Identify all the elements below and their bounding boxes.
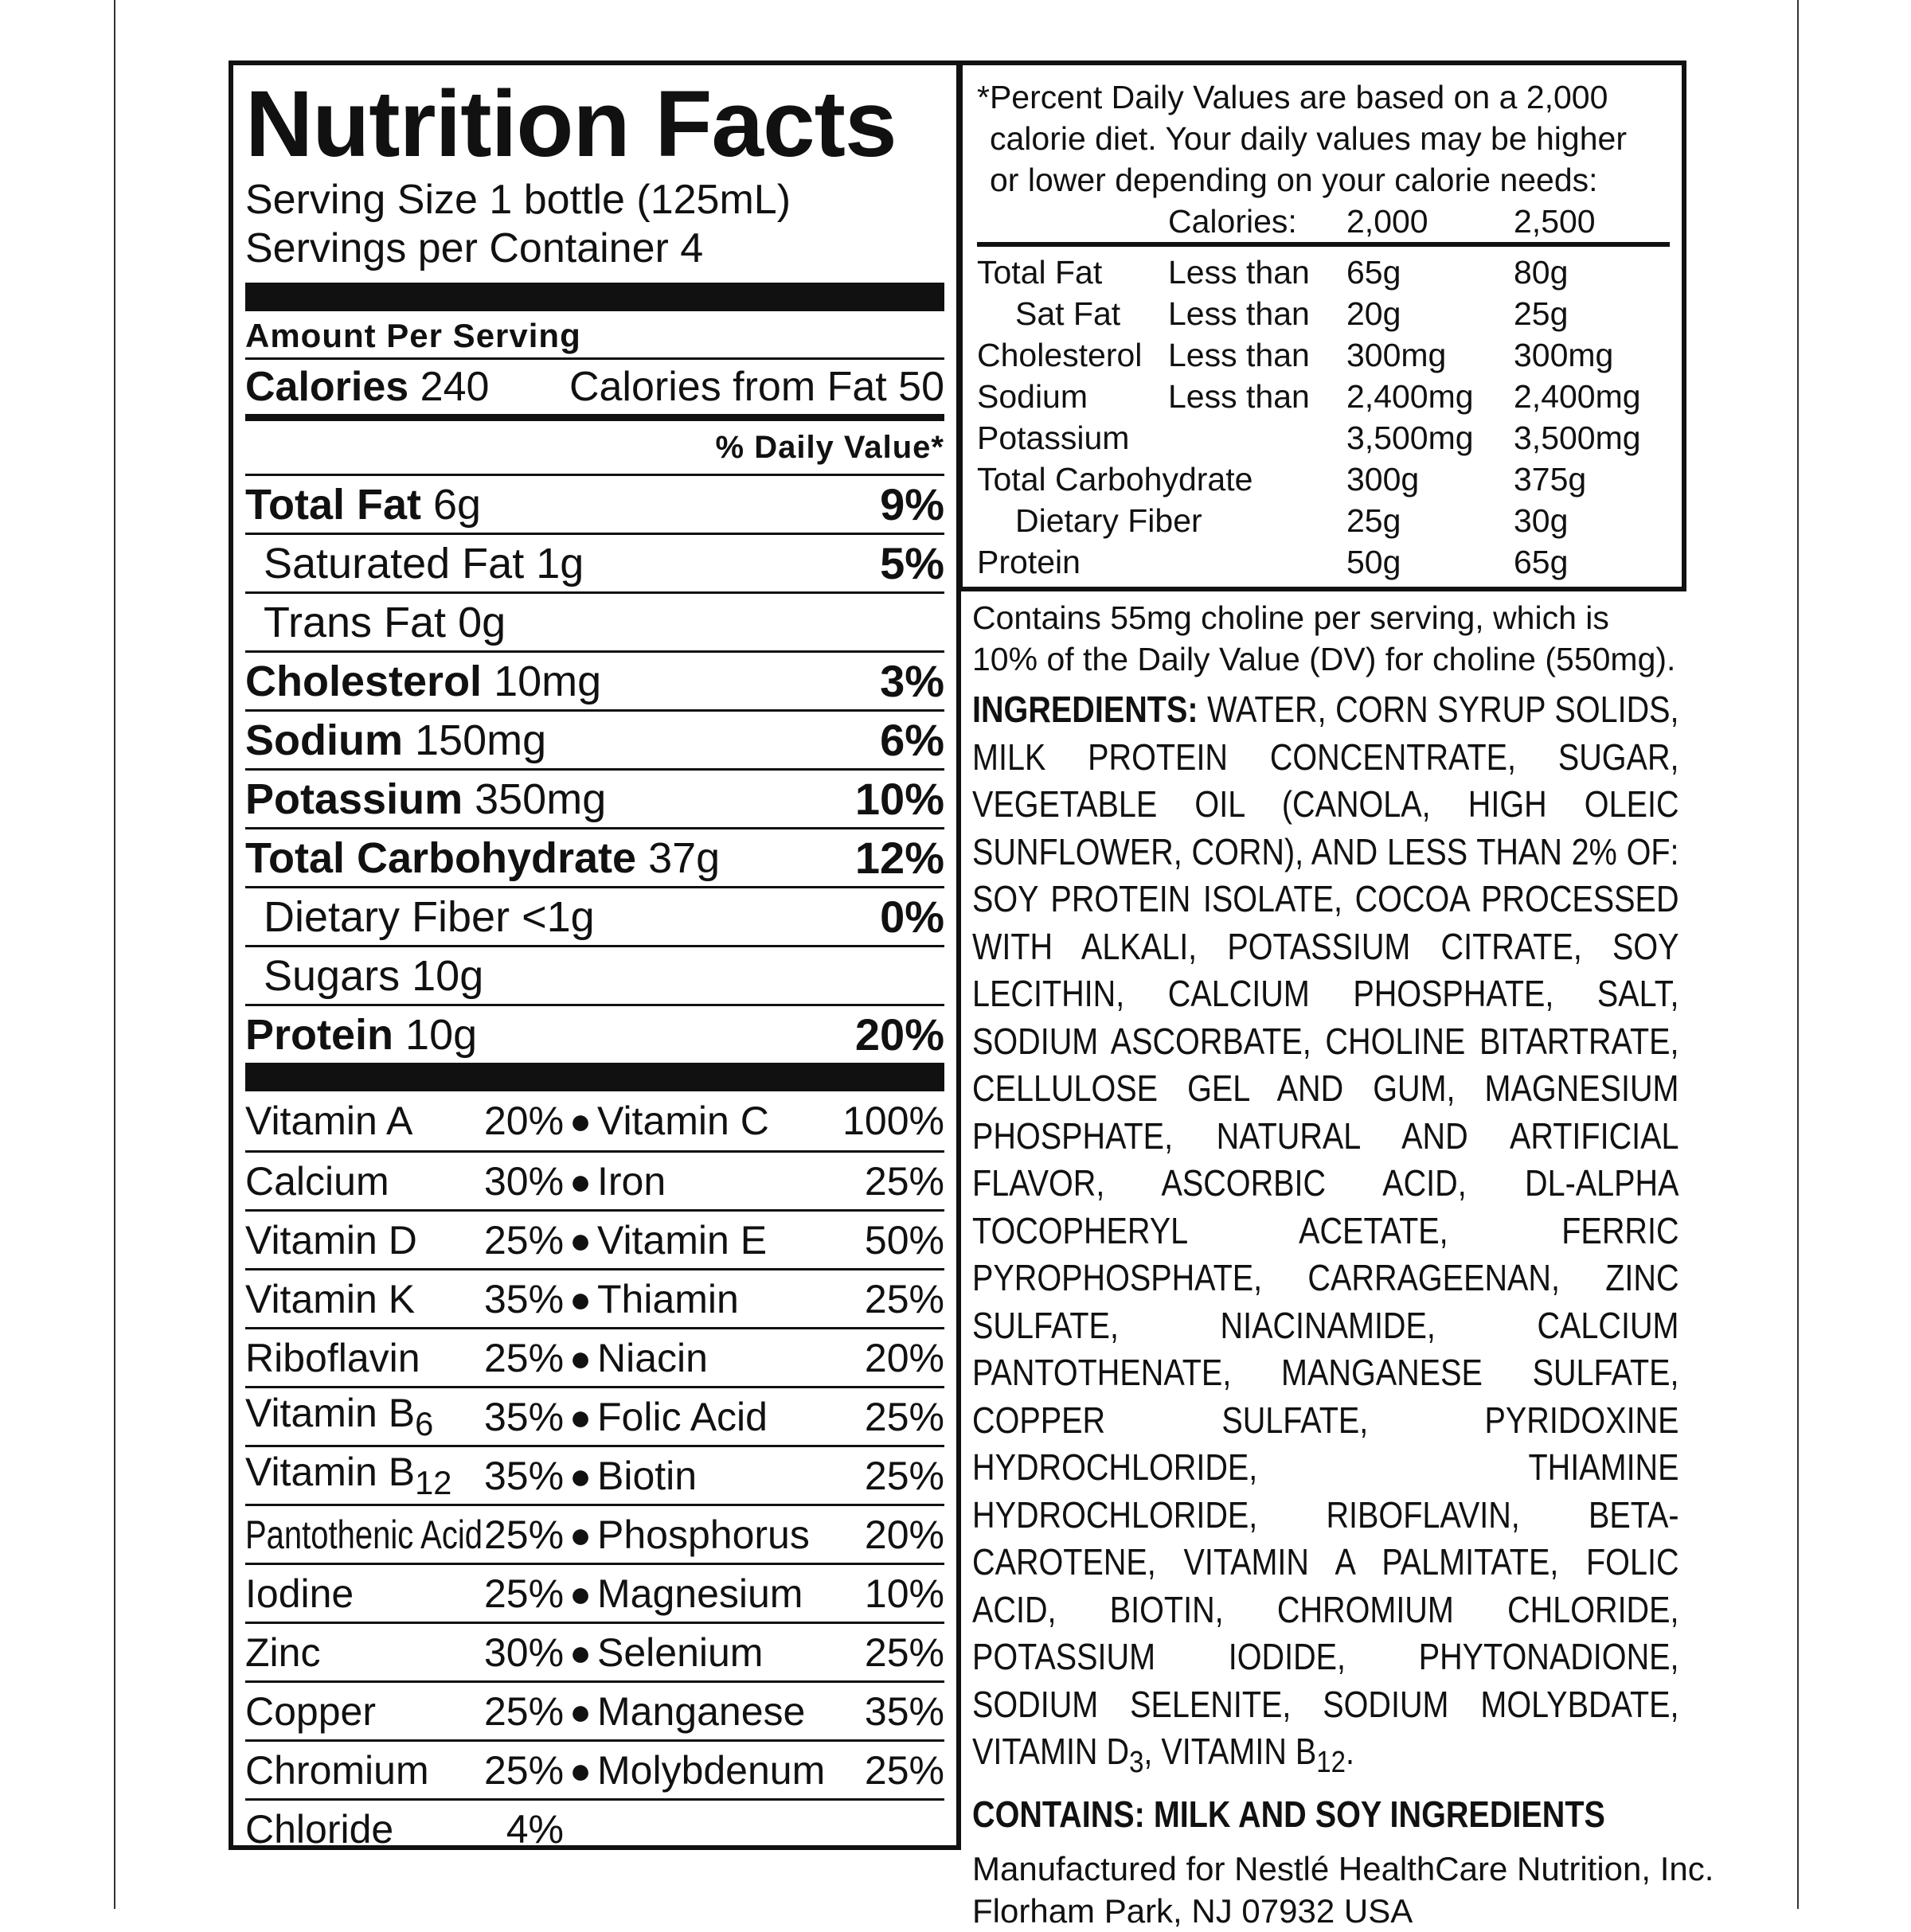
vitamin-name: Folic Acid [597, 1394, 768, 1439]
vitamin-name: Zinc [245, 1630, 321, 1675]
vitamin-name: Calcium [245, 1158, 389, 1204]
dv-table-row: Cholesterol Less than 300mg 300mg [977, 337, 1614, 373]
choline-note: Contains 55mg choline per serving, which is 10% of the Daily Value (DV) for choline (550mg). [972, 599, 1676, 677]
bullet-icon: ● [569, 1749, 592, 1791]
medium-divider [245, 414, 944, 421]
bullet-icon: ● [569, 1690, 592, 1732]
vitamin-percent: 25% [484, 1335, 565, 1380]
vitamin-name: Molybdenum [597, 1747, 826, 1793]
bullet-icon: ● [569, 1100, 592, 1142]
nutrient-row [245, 709, 944, 768]
calories-row [245, 360, 944, 414]
vitamin-row [245, 1150, 944, 1209]
vitamin-name: Niacin [597, 1335, 708, 1380]
vitamin-percent: 25% [864, 1747, 944, 1793]
serving-size: Serving Size 1 bottle (125mL) [245, 177, 791, 223]
nutrient-daily-value: 6% [880, 715, 944, 765]
vitamin-percent: 20% [864, 1335, 944, 1380]
nutrient-name: Total Carbohydrate [245, 833, 637, 882]
vitamin-percent: 25% [484, 1688, 565, 1734]
ingredients-label: INGREDIENTS: [972, 689, 1198, 730]
vitamin-name: Magnesium [597, 1571, 803, 1616]
daily-values-table [959, 60, 1686, 591]
nutrient-daily-value: 0% [880, 892, 944, 942]
bullet-icon: ● [569, 1160, 592, 1202]
bullet-icon: ● [569, 1513, 592, 1555]
thick-divider [245, 1063, 944, 1091]
vitamin-name: Thiamin [597, 1276, 739, 1321]
calories-value: 240 [420, 364, 490, 410]
vitamin-percent: 25% [484, 1217, 565, 1263]
vitamin-name: Vitamin $B_6$ [245, 1391, 434, 1442]
dv-footnote: *Percent Daily Values are based on a 2,000 calorie diet. Your daily values may be higher or lower depending on your calorie needs: [977, 79, 1627, 198]
vitamin-percent: 50% [864, 1217, 944, 1263]
nutrient-row [245, 1004, 944, 1063]
nutrient-row [245, 768, 944, 827]
nutrient-daily-value: 20% [854, 1009, 944, 1060]
bullet-icon: ● [569, 1219, 592, 1261]
vitamin-name: Iron [597, 1158, 666, 1204]
nutrient-name: Cholesterol [245, 657, 483, 705]
vitamin-name: Vitamin E [597, 1217, 768, 1263]
vitamin-name: Pantothenic Acid [245, 1512, 483, 1557]
nutrient-name: Saturated Fat [264, 539, 525, 587]
bullet-icon: ● [569, 1631, 592, 1673]
vitamin-row [245, 1622, 944, 1680]
nutrient-daily-value: 9% [880, 479, 944, 529]
vitamin-row [245, 1445, 944, 1504]
vitamin-row [245, 1091, 944, 1150]
nutrition-facts-title: Nutrition Facts [245, 72, 897, 177]
servings-per-container: Servings per Container 4 [245, 225, 704, 271]
vitamin-row [245, 1680, 944, 1739]
dv-table-row: Total Carbohydrate 300g 375g [977, 461, 1587, 498]
vitamin-name: Copper [245, 1688, 376, 1734]
vitamin-name: Vitamin C [597, 1099, 769, 1143]
nutrient-amount: 150mg [415, 716, 547, 764]
nutrient-amount: 1g [536, 539, 584, 587]
vitamin-row [245, 1739, 944, 1798]
dv-table-row: Protein 50g 65g [977, 544, 1569, 580]
nutrient-amount: <1g [522, 892, 595, 941]
dv-table-rule [977, 242, 1670, 247]
nutrient-amount: 0g [458, 598, 506, 646]
dv-table-row: Potassium 3,500mg 3,500mg [977, 420, 1641, 456]
nutrient-row [245, 591, 944, 650]
dv-table-row: Sodium Less than 2,400mg 2,400mg [977, 378, 1641, 415]
vitamin-percent: 35% [484, 1394, 565, 1439]
vitamin-row [245, 1268, 944, 1327]
thick-divider [245, 283, 944, 311]
vitamin-percent: 35% [864, 1688, 944, 1734]
vitamin-row [245, 1563, 944, 1622]
bullet-icon: ● [569, 1572, 592, 1614]
label-text-column [972, 597, 1714, 1932]
vitamin-row [245, 1504, 944, 1563]
dv-table-row: Sat Fat Less than 20g 25g [1015, 295, 1569, 332]
vitamin-row [245, 1327, 944, 1386]
bullet-icon: ● [569, 1454, 592, 1497]
dv-table-header: Calories: 2,000 2,500 [1168, 203, 1596, 240]
nutrient-amount: 10g [412, 951, 484, 1000]
nutrient-name: Sugars [264, 951, 401, 1000]
vitamin-name: Vitamin A [245, 1099, 413, 1143]
dv-table-body [977, 252, 1671, 583]
nutrient-daily-value: 10% [854, 774, 944, 824]
nutrient-row [245, 827, 944, 886]
nutrient-row [245, 945, 944, 1004]
allergen-statement: CONTAINS: MILK AND SOY INGREDIENTS [972, 1793, 1605, 1835]
nutrient-amount: 350mg [475, 775, 607, 823]
nutrient-amount: 6g [433, 480, 482, 529]
ingredients-text: WATER, CORN SYRUP SOLIDS, MILK PROTEIN CONCENTRATE, SUGAR, VEGETABLE OIL (CANOLA, HIGH OLEIC SUNFLOWER, CORN), AND LESS THAN 2% OF: SOY PROTEIN ISOLATE, COCOA PROCESSED WITH ALKALI, POTASSIUM CITRATE, SOY LECITHIN, CALCIUM PHOSPHATE, SALT, SODIUM ASCORBATE, CHOLINE BITARTRATE, CELLULOSE GEL AND GUM, MAGNESIUM PHOSPHATE, NATURAL AND ARTIFICIAL FLAVOR, ASCORBIC ACID, DL-ALPHA TOCOPHERYL ACETATE, FERRIC PYROPHOSPHATE, CARRAGEENAN, ZINC SULFATE, NIACINAMIDE, CALCIUM PANTOTHENATE, MANGANESE SULFATE, COPPER SULFATE, PYRIDOXINE HYDROCHLORIDE, THIAMINE HYDROCHLORIDE, RIBOFLAVIN, BETA-CAROTENE, VITAMIN A PALMITATE, FOLIC ACID, BIOTIN, CHROMIUM CHLORIDE, POTASSIUM IODIDE, PHYTONADIONE, SODIUM SELENITE, SODIUM MOLYBDATE, VITAMIN D [972, 689, 1679, 1772]
vitamin-percent: 25% [864, 1276, 944, 1321]
dv-table-row: Dietary Fiber 25g 30g [1015, 502, 1569, 539]
vitamin-percent: 4% [506, 1806, 564, 1852]
nutrient-name: Trans Fat [264, 598, 447, 646]
nutrient-name: Total Fat [245, 480, 421, 529]
manufacturer-info: Manufactured for Nestlé HealthCare Nutrition, Inc. Florham Park, NJ 07932 USA [972, 1849, 1714, 1930]
vitamin-percent: 25% [484, 1571, 565, 1616]
nutrient-list [245, 476, 944, 1063]
vitamin-row [245, 1798, 944, 1857]
nutrient-name: Dietary Fiber [264, 892, 510, 941]
vitamin-percent: 25% [484, 1512, 565, 1557]
nutrient-row [245, 886, 944, 945]
vitamin-list [245, 1091, 944, 1857]
bullet-icon: ● [569, 1337, 592, 1379]
calories-from-fat: Calories from Fat 50 [569, 364, 944, 410]
dv-table-row: Total Fat Less than 65g 80g [977, 254, 1569, 291]
vitamin-name: Chromium [245, 1747, 429, 1793]
vitamin-percent: 25% [484, 1747, 565, 1793]
vitamin-percent: 25% [864, 1453, 944, 1498]
nutrition-facts-panel [229, 60, 961, 1850]
vitamin-name: Manganese [597, 1688, 806, 1734]
bullet-icon: ● [569, 1395, 592, 1438]
vitamin-name: Biotin [597, 1453, 698, 1498]
vitamin-row [245, 1386, 944, 1445]
vitamin-percent: 30% [484, 1630, 565, 1675]
vitamin-name: Vitamin D [245, 1217, 417, 1263]
nutrient-row [245, 650, 944, 709]
nutrient-amount: 10mg [494, 657, 602, 705]
vitamin-percent: 10% [864, 1571, 944, 1616]
vitamin-percent: 30% [484, 1158, 565, 1204]
vitamin-percent: 100% [842, 1099, 944, 1143]
vitamin-percent: 35% [484, 1276, 565, 1321]
vitamin-name: Vitamin K [245, 1276, 416, 1321]
nutrient-daily-value: 12% [854, 833, 944, 883]
daily-value-header: % Daily Value* [715, 429, 944, 465]
nutrient-name: Sodium [245, 716, 403, 764]
vitamin-percent: 35% [484, 1453, 565, 1498]
nutrient-amount: 37g [648, 833, 721, 882]
vitamin-row [245, 1209, 944, 1268]
vitamin-percent: 25% [864, 1158, 944, 1204]
amount-per-serving: Amount Per Serving [245, 317, 581, 354]
nutrient-daily-value: 3% [880, 656, 944, 706]
vitamin-percent: 25% [864, 1394, 944, 1439]
vitamin-name: Iodine [245, 1571, 354, 1616]
ingredients: INGREDIENTS: WATER, CORN SYRUP SOLIDS, MILK PROTEIN CONCENTRATE, SUGAR, VEGETABLE OIL (CANOLA, HIGH OLEIC SUNFLOWER, CORN), AND LESS THAN 2% OF: SOY PROTEIN ISOLATE, COCOA PROCESSED WITH ALKALI, POTASSIUM CITRATE, SOY LECITHIN, CALCIUM PHOSPHATE, SALT, SODIUM ASCORBATE, CHOLINE BITARTRATE, CELLULOSE GEL AND GUM, MAGNESIUM PHOSPHATE, NATURAL AND ARTIFICIAL FLAVOR, ASCORBIC ACID, DL-ALPHA TOCOPHERYL ACETATE, FERRIC PYROPHOSPHATE, CARRAGEENAN, ZINC SULFATE, NIACINAMIDE, CALCIUM PANTOTHENATE, MANGANESE SULFATE, COPPER SULFATE, PYRIDOXINE HYDROCHLORIDE, THIAMINE HYDROCHLORIDE, RIBOFLAVIN, BETA-CAROTENE, VITAMIN A PALMITATE, FOLIC ACID, BIOTIN, CHROMIUM CHLORIDE, POTASSIUM IODIDE, PHYTONADIONE, SODIUM SELENITE, SODIUM MOLYBDATE, VITAMIN $D_3$, VITAMIN $B_{12}$. [972, 689, 1679, 1780]
nutrient-name: Protein [245, 1010, 394, 1059]
vitamin-name: Vitamin $B_{12}$ [245, 1450, 452, 1501]
bullet-icon: ● [569, 1278, 592, 1320]
nutrient-amount: 10g [405, 1010, 478, 1059]
nutrient-row [245, 476, 944, 533]
vitamin-percent: 20% [484, 1099, 565, 1143]
vitamin-name: Chloride [245, 1806, 394, 1852]
vitamin-name: Selenium [597, 1630, 764, 1675]
nutrient-daily-value: 5% [880, 538, 944, 588]
nutrient-name: Potassium [245, 775, 463, 823]
vitamin-percent: 20% [864, 1512, 944, 1557]
vitamin-name: Riboflavin [245, 1335, 420, 1380]
nutrient-row [245, 533, 944, 591]
vitamin-name: Phosphorus [597, 1512, 810, 1557]
vitamin-percent: 25% [864, 1630, 944, 1675]
calories-label: Calories [245, 364, 409, 410]
